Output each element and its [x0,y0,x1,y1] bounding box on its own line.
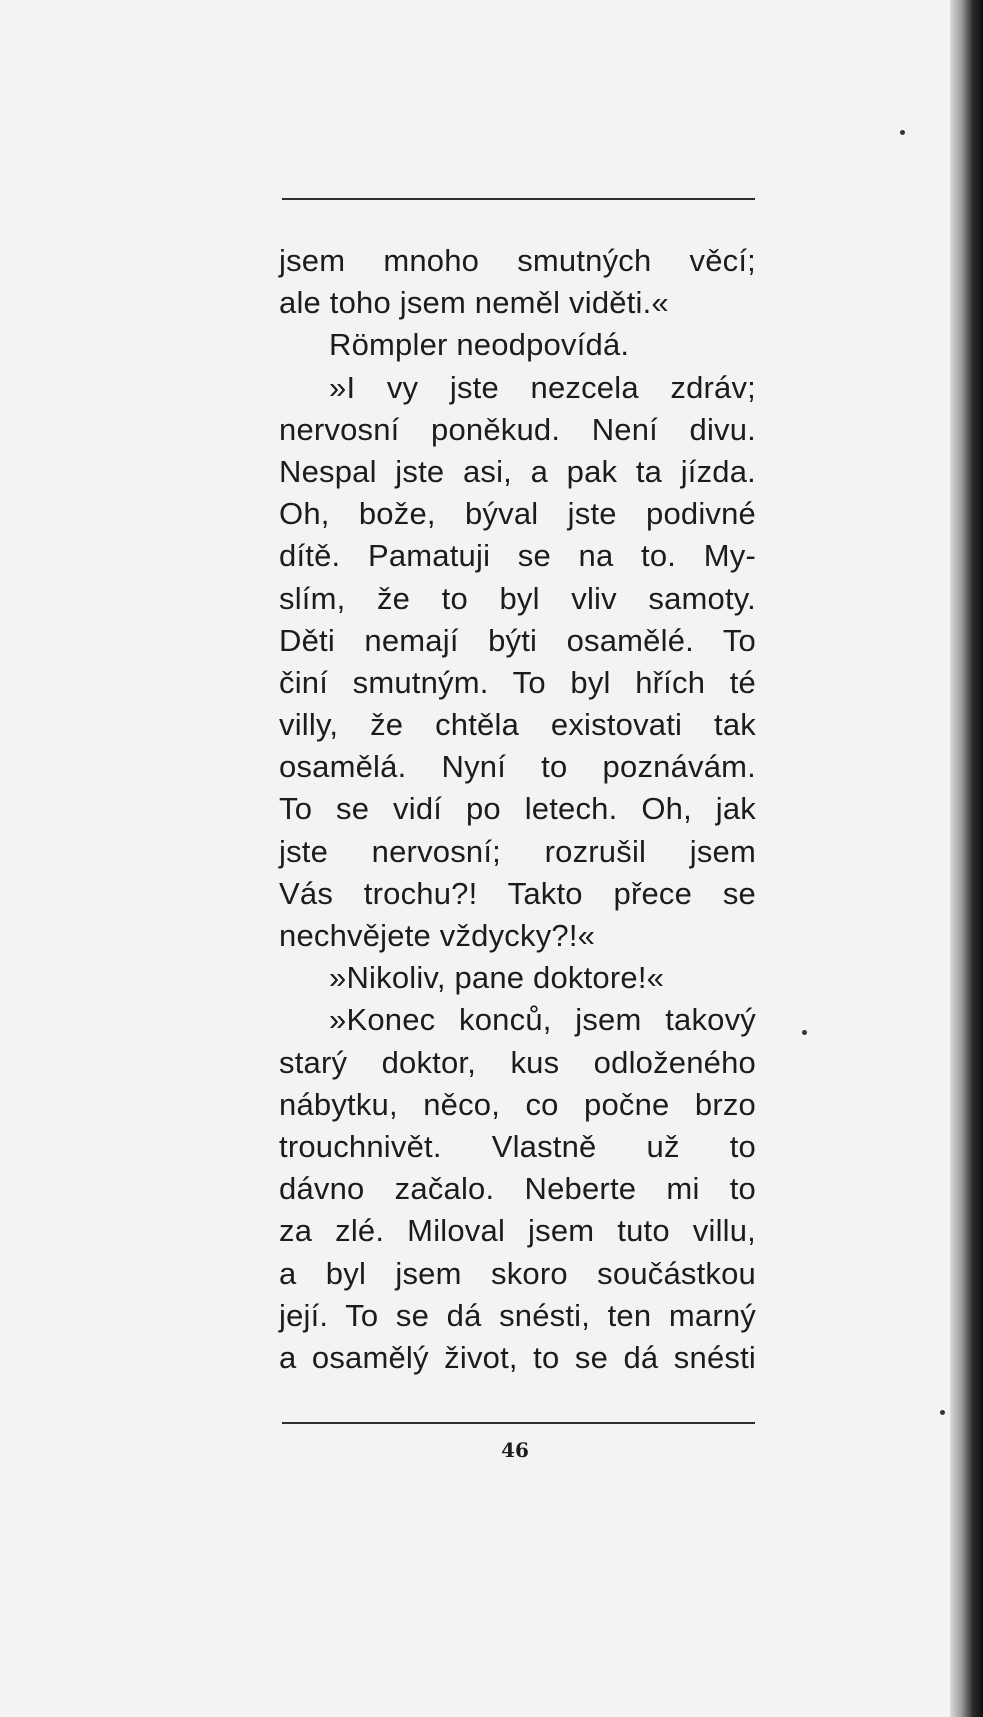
text-line: dávno začalo. Neberte mi to [279,1171,756,1207]
page-number: 46 [501,1438,529,1462]
book-gutter [950,0,983,1717]
text-line: To se vidí po letech. Oh, jak [279,791,756,827]
text-line: jste nervosní; rozrušil jsem [279,833,756,869]
text-line: Vás trochu?! Takto přece se [279,875,756,911]
text-line: nábytku, něco, co počne brzo [279,1086,756,1122]
text-line: Děti nemají býti osamělé. To [279,622,756,658]
paper-speck [802,1030,807,1035]
paper-speck [940,1410,945,1415]
text-line: starý doktor, kus odloženého [279,1044,756,1080]
text-line: »Nikoliv, pane doktore!« [329,960,665,996]
text-line: Oh, bože, býval jste podivné [279,496,756,532]
text-line: slím, že to byl vliv samoty. [279,580,756,616]
text-line: ale toho jsem neměl viděti.« [279,285,669,321]
text-line: za zlé. Miloval jsem tuto villu, [279,1213,756,1249]
text-line: »I vy jste nezcela zdráv; [329,369,756,405]
text-line: »Konec konců, jsem takový [329,1002,756,1038]
text-line: Nespal jste asi, a pak ta jízda. [279,453,756,489]
text-line: nechvějete vždycky?!« [279,918,596,953]
paper-speck [900,130,905,135]
text-line: Römpler neodpovídá. [329,327,630,363]
text-line: činí smutným. To byl hřích té [279,664,756,700]
text-line: villy, že chtěla existovati tak [279,707,756,743]
text-line: trouchnivět. Vlastně už to [279,1128,756,1164]
text-line: její. To se dá snésti, ten marný [279,1297,756,1333]
text-line: jsem mnoho smutných věcí; [279,243,756,278]
text-line: osamělá. Nyní to poznávám. [279,749,756,785]
top-rule [282,198,755,200]
bottom-rule [282,1422,755,1424]
body-text [279,240,756,1379]
text-line: nervosní poněkud. Není divu. [279,411,756,447]
text-line: dítě. Pamatuji se na to. My- [279,538,756,574]
text-line: a osamělý život, to se dá snésti [279,1339,756,1375]
text-line: a byl jsem skoro součástkou [279,1255,756,1291]
